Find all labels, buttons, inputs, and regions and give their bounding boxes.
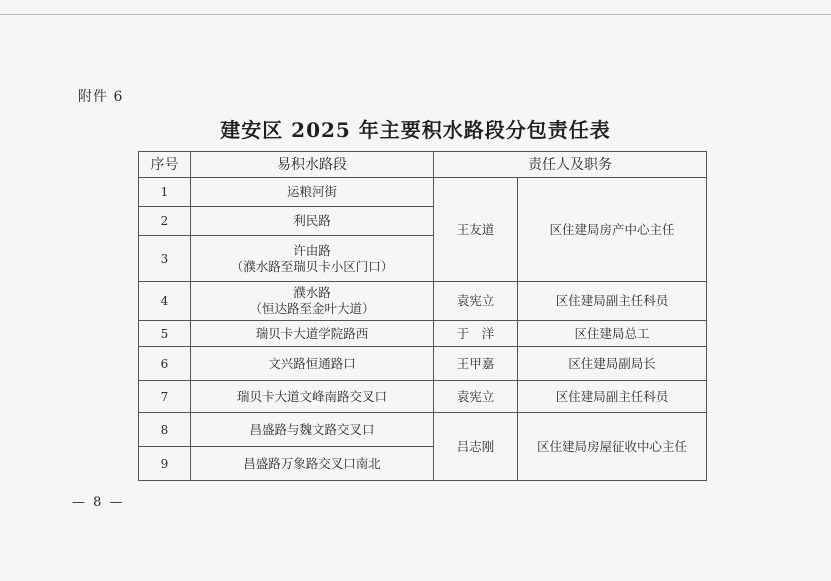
- row-seq: 4: [139, 282, 191, 321]
- table-row: [139, 381, 707, 413]
- row-road: 瑞贝卡大道文峰南路交叉口: [191, 381, 434, 413]
- row-road-note: （恒达路至金叶大道）: [249, 301, 375, 316]
- responsible-position: 区住建局副主任科员: [518, 282, 707, 321]
- top-rule: [0, 14, 831, 15]
- row-road: 昌盛路万象路交叉口南北: [191, 447, 434, 481]
- row-road: 文兴路恒通路口: [191, 347, 434, 381]
- row-road: 许由路: [293, 242, 331, 258]
- row-road: 瑞贝卡大道学院路西: [191, 321, 434, 347]
- responsible-position: 区住建局副局长: [518, 347, 707, 381]
- responsibility-table: [138, 151, 707, 481]
- responsible-position: 区住建局房屋征收中心主任: [518, 413, 707, 481]
- table-row: [139, 347, 707, 381]
- table-row: [139, 321, 707, 347]
- row-road-cell: [191, 236, 434, 282]
- responsible-name: 袁宪立: [434, 381, 518, 413]
- row-seq: 2: [139, 207, 191, 236]
- row-seq: 6: [139, 347, 191, 381]
- table-header-row: [139, 152, 707, 178]
- header-road: 易积水路段: [191, 152, 434, 178]
- row-road: 利民路: [191, 207, 434, 236]
- table-row: [139, 413, 707, 447]
- responsible-name: 王友道: [434, 178, 518, 282]
- header-responsible: 责任人及职务: [434, 152, 707, 178]
- row-road: 濮水路: [293, 285, 331, 300]
- responsible-name: 袁宪立: [434, 282, 518, 321]
- responsible-position: 区住建局总工: [518, 321, 707, 347]
- responsible-name: 王甲嘉: [434, 347, 518, 381]
- table-row: [139, 178, 707, 207]
- row-seq: 3: [139, 236, 191, 282]
- header-seq: 序号: [139, 152, 191, 178]
- row-road-cell: [191, 282, 434, 321]
- row-road: 运粮河街: [191, 178, 434, 207]
- row-road-note: （濮水路至瑞贝卡小区门口）: [230, 258, 394, 274]
- page-number: — 8 —: [72, 495, 125, 510]
- table-row: [139, 282, 707, 321]
- row-seq: 9: [139, 447, 191, 481]
- row-seq: 7: [139, 381, 191, 413]
- row-seq: 1: [139, 178, 191, 207]
- responsible-name: 吕志刚: [434, 413, 518, 481]
- attachment-label: 附件 6: [78, 89, 124, 105]
- page-title: 建安区 2025 年主要积水路段分包责任表: [220, 118, 611, 142]
- row-seq: 5: [139, 321, 191, 347]
- responsible-position: 区住建局房产中心主任: [518, 178, 707, 282]
- responsible-position: 区住建局副主任科员: [518, 381, 707, 413]
- row-road: 昌盛路与魏文路交叉口: [191, 413, 434, 447]
- responsible-name: 于 洋: [434, 321, 518, 347]
- row-seq: 8: [139, 413, 191, 447]
